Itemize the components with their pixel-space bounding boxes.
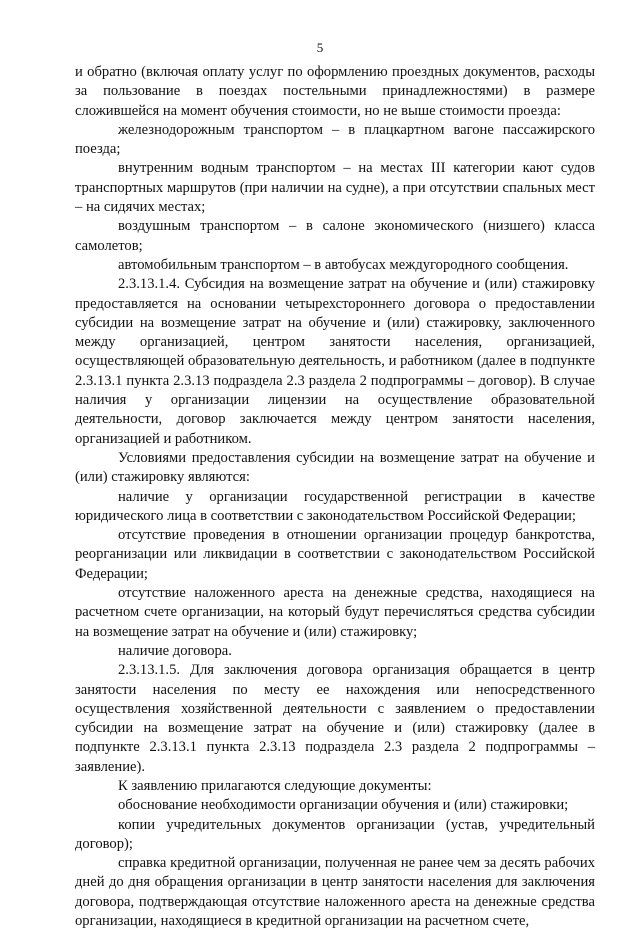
paragraph: и обратно (включая оплату услуг по оформлению проездных документов, расходы за пользование в поездах постельными принадлежностями) в размере сложившейся на момент обучения стоимости, но не выше стоимости проезда: (75, 64, 595, 119)
paragraph: копии учредительных документов организации (устав, учредительный договор); (75, 816, 595, 852)
paragraph: 2.3.13.1.4. Субсидия на возмещение затрат на обучение и (или) стажировку предоставляется на основании четырехстороннего договора о предоставлении субсидии на возмещение затрат на обучение и (или) стажировку, заключенного между организацией, центром занятости населения, организацией, осуществляющей образовательную деятельность, и работником (далее в подпункте 2.3.13.1 пункта 2.3.13 подраздела 2.3 раздела 2 подпрограммы – договор). В случае наличия у организации лицензии на осуществление образовательной деятельности, договор заключается между центром занятости населения, организацией и работником. (75, 276, 595, 447)
paragraph: железнодорожным транспортом – в плацкартном вагоне пассажирского поезда; (75, 121, 595, 158)
paragraph: воздушным транспортом – в салоне экономического (низшего) класса самолетов; (75, 218, 595, 254)
paragraph: автомобильным транспортом – в автобусах междугородного сообщения. (118, 256, 569, 273)
paragraph: внутренним водным транспортом – на местах III категории кают судов транспортных маршрутов (при наличии на судне), а при отсутствии спальных мест – на сидячих местах; (75, 160, 595, 216)
paragraph: наличие у организации государственной регистрации в качестве юридического лица в соответствии с законодательством Российской Федерации; (75, 488, 595, 524)
paragraph: наличие договора. (118, 642, 232, 659)
paragraph: Условиями предоставления субсидии на возмещение затрат на обучение и (или) стажировку являются: (75, 449, 595, 486)
paragraph: справка кредитной организации, полученная не ранее чем за десять рабочих дней до дня обращения организации в центр занятости населения для заключения договора, подтверждающая отсутствие наложенного ареста на денежные средства организации, находящиеся в кредитной организации на расчетном счете, (75, 855, 595, 930)
paragraph: К заявлению прилагаются следующие документы: (118, 777, 432, 794)
paragraph: обоснование необходимости организации обучения и (или) стажировки; (118, 797, 569, 814)
paragraph: отсутствие наложенного ареста на денежные средства, находящиеся на расчетном счете организации, на который будут перечисляться средства субсидии на возмещение затрат на обучение и (или) стажировку; (75, 585, 595, 640)
paragraph: отсутствие проведения в отношении организации процедур банкротства, реорганизации или ликвидации в соответствии с законодательством Российской Федерации; (75, 527, 595, 582)
page-number: 5 (316, 40, 324, 55)
document-body (75, 63, 595, 931)
paragraph: 2.3.13.1.5. Для заключения договора организация обращается в центр занятости населения по месту ее нахождения или непосредственного осуществления хозяйственной деятельности с заявлением о предоставлении субсидии на возмещение затрат на обучение и (или) стажировку (далее в подпункте 2.3.13.1 пункта 2.3.13 подраздела 2.3 раздела 2 подпрограммы – заявление). (75, 662, 595, 775)
